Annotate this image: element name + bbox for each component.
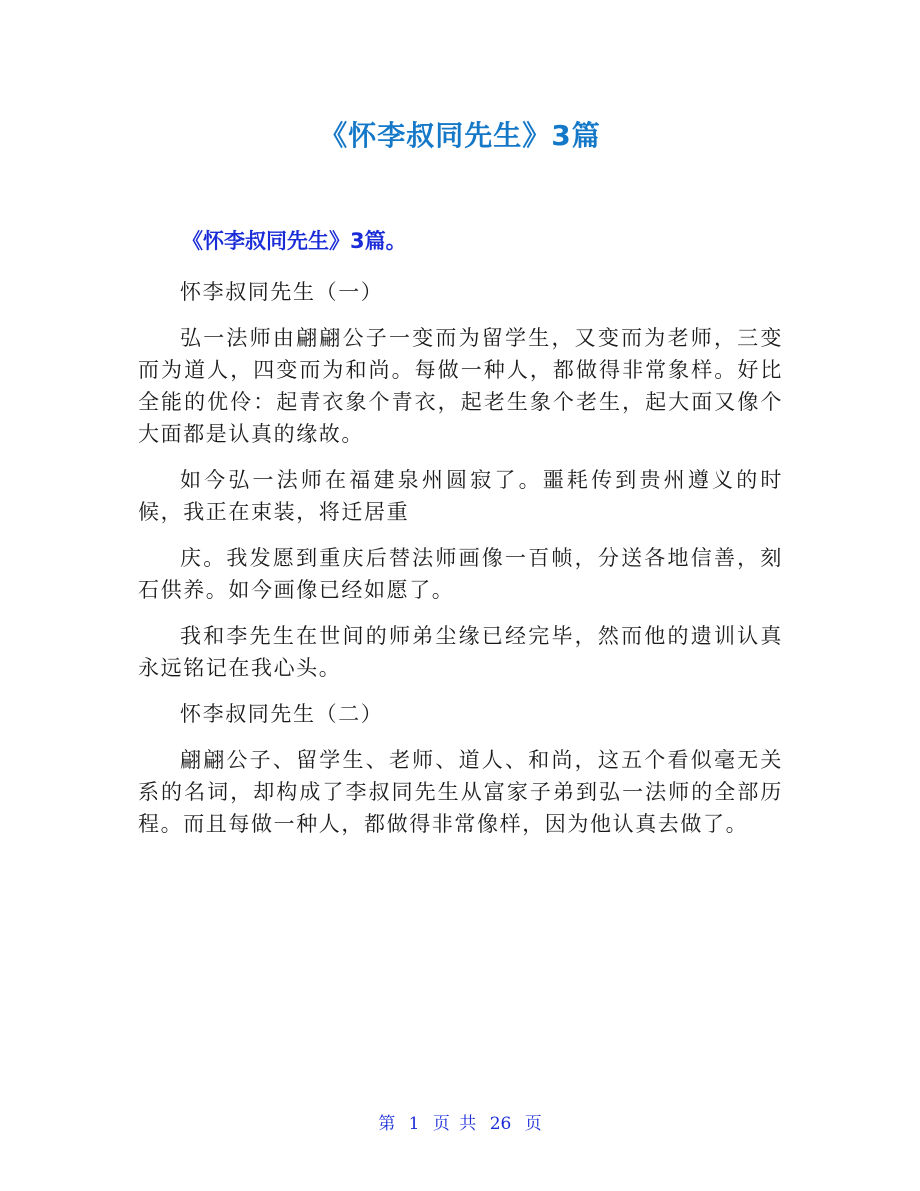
footer-middle: 页 共 <box>432 1114 477 1134</box>
paragraph: 庆。我发愿到重庆后替法师画像一百帧，分送各地信善，刻石供养。如今画像已经如愿了。 <box>138 546 783 602</box>
document-subtitle: 《怀李叔同先生》3篇。 <box>182 229 407 253</box>
footer-suffix: 页 <box>524 1114 542 1134</box>
paragraph: 如今弘一法师在福建泉州圆寂了。噩耗传到贵州遵义的时候，我正在束装，将迁居重 <box>138 468 783 524</box>
section-heading-2: 怀李叔同先生（二） <box>180 702 384 726</box>
paragraph: 翩翩公子、留学生、老师、道人、和尚，这五个看似毫无关系的名词，却构成了李叔同先生从富家子弟到弘一法师的全部历程。而且每做一种人，都做得非常像样，因为他认真去做了。 <box>138 748 783 836</box>
document-title: 《怀李叔同先生》3篇 <box>319 119 601 152</box>
footer-current-page: 1 <box>408 1114 420 1134</box>
document-body <box>138 276 783 854</box>
footer-total-pages: 26 <box>489 1114 512 1134</box>
paragraph: 弘一法师由翩翩公子一变而为留学生，又变而为老师，三变而为道人，四变而为和尚。每做一种人，都做得非常象样。好比全能的优伶：起青衣象个青衣，起老生象个老生，起大面又像个大面都是认真的缘故。 <box>138 326 783 446</box>
page-number-footer <box>0 1112 920 1136</box>
section-heading-1: 怀李叔同先生（一） <box>180 280 384 304</box>
footer-prefix: 第 <box>378 1114 396 1134</box>
paragraph: 我和李先生在世间的师弟尘缘已经完毕，然而他的遗训认真永远铭记在我心头。 <box>138 624 783 680</box>
